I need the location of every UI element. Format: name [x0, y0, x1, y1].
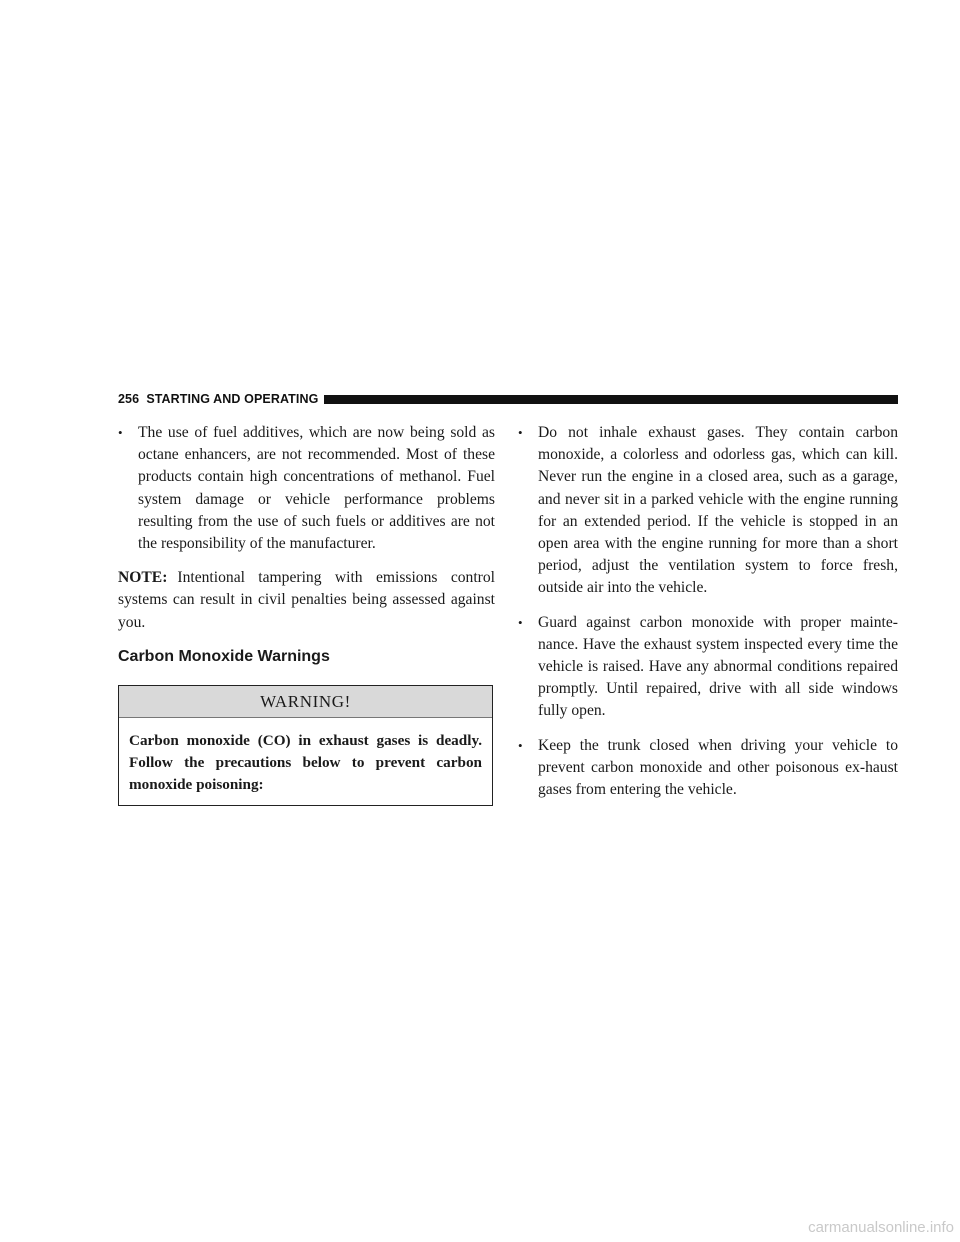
bullet-text: The use of fuel additives, which are now being sold as octane enhancers, are not recommended. Most of these products contain high concentrations of methanol. Fuel system damage or vehicle performance problems resulting from the use of such fuels or additives are not the responsibility of the manufacturer.: [138, 424, 495, 553]
warning-title: WARNING!: [119, 686, 492, 718]
section-heading: Carbon Monoxide Warnings: [118, 647, 330, 665]
header-rule: [324, 395, 898, 404]
watermark: carmanualsonline.info: [808, 1219, 954, 1236]
bullet-exhaust-gases: [518, 422, 898, 600]
bullet-text: Do not inhale exhaust gases. They contain carbon monoxide, a colorless and odorless gas, which can kill. Never run the engine in a closed area, such as a garage, and never sit in a parked vehicle with the engine running for an extended period. If the vehicle is stopped in an open area with the engine running for more than a short period, adjust the ventilation system to force fresh, outside air into the vehicle.: [538, 424, 898, 597]
note-paragraph: [118, 567, 495, 634]
bullet-text: Keep the trunk closed when driving your vehicle to prevent carbon monoxide and other poisonous ex-haust gases from entering the vehicle.: [538, 736, 898, 799]
note-text: Intentional tampering with emissions control systems can result in civil penalties being assessed against you.: [118, 569, 495, 631]
warning-body: Carbon monoxide (CO) in exhaust gases is deadly. Follow the precautions below to prevent carbon monoxide poisoning:: [129, 731, 482, 793]
bullet-icon: •: [518, 614, 523, 630]
bullet-text: Guard against carbon monoxide with proper mainte-nance. Have the exhaust system inspected every time the vehicle is raised. Have any abnormal conditions repaired promptly. Until repaired, drive with all side windows fully open.: [538, 613, 898, 720]
page-number: 256: [118, 392, 140, 406]
bullet-icon: •: [118, 425, 123, 440]
right-column: [518, 422, 898, 813]
bullet-maintenance: [518, 612, 898, 723]
page-header-text: [118, 392, 318, 406]
bullet-fuel-additives: [118, 422, 495, 555]
warning-box: [118, 685, 493, 806]
bullet-trunk: [518, 735, 898, 802]
note-label: NOTE:: [118, 569, 168, 587]
bullet-icon: •: [518, 737, 523, 753]
bullet-icon: •: [518, 425, 523, 440]
left-column: [118, 422, 495, 806]
page-header: [118, 391, 898, 407]
section-title: STARTING AND OPERATING: [146, 392, 319, 406]
